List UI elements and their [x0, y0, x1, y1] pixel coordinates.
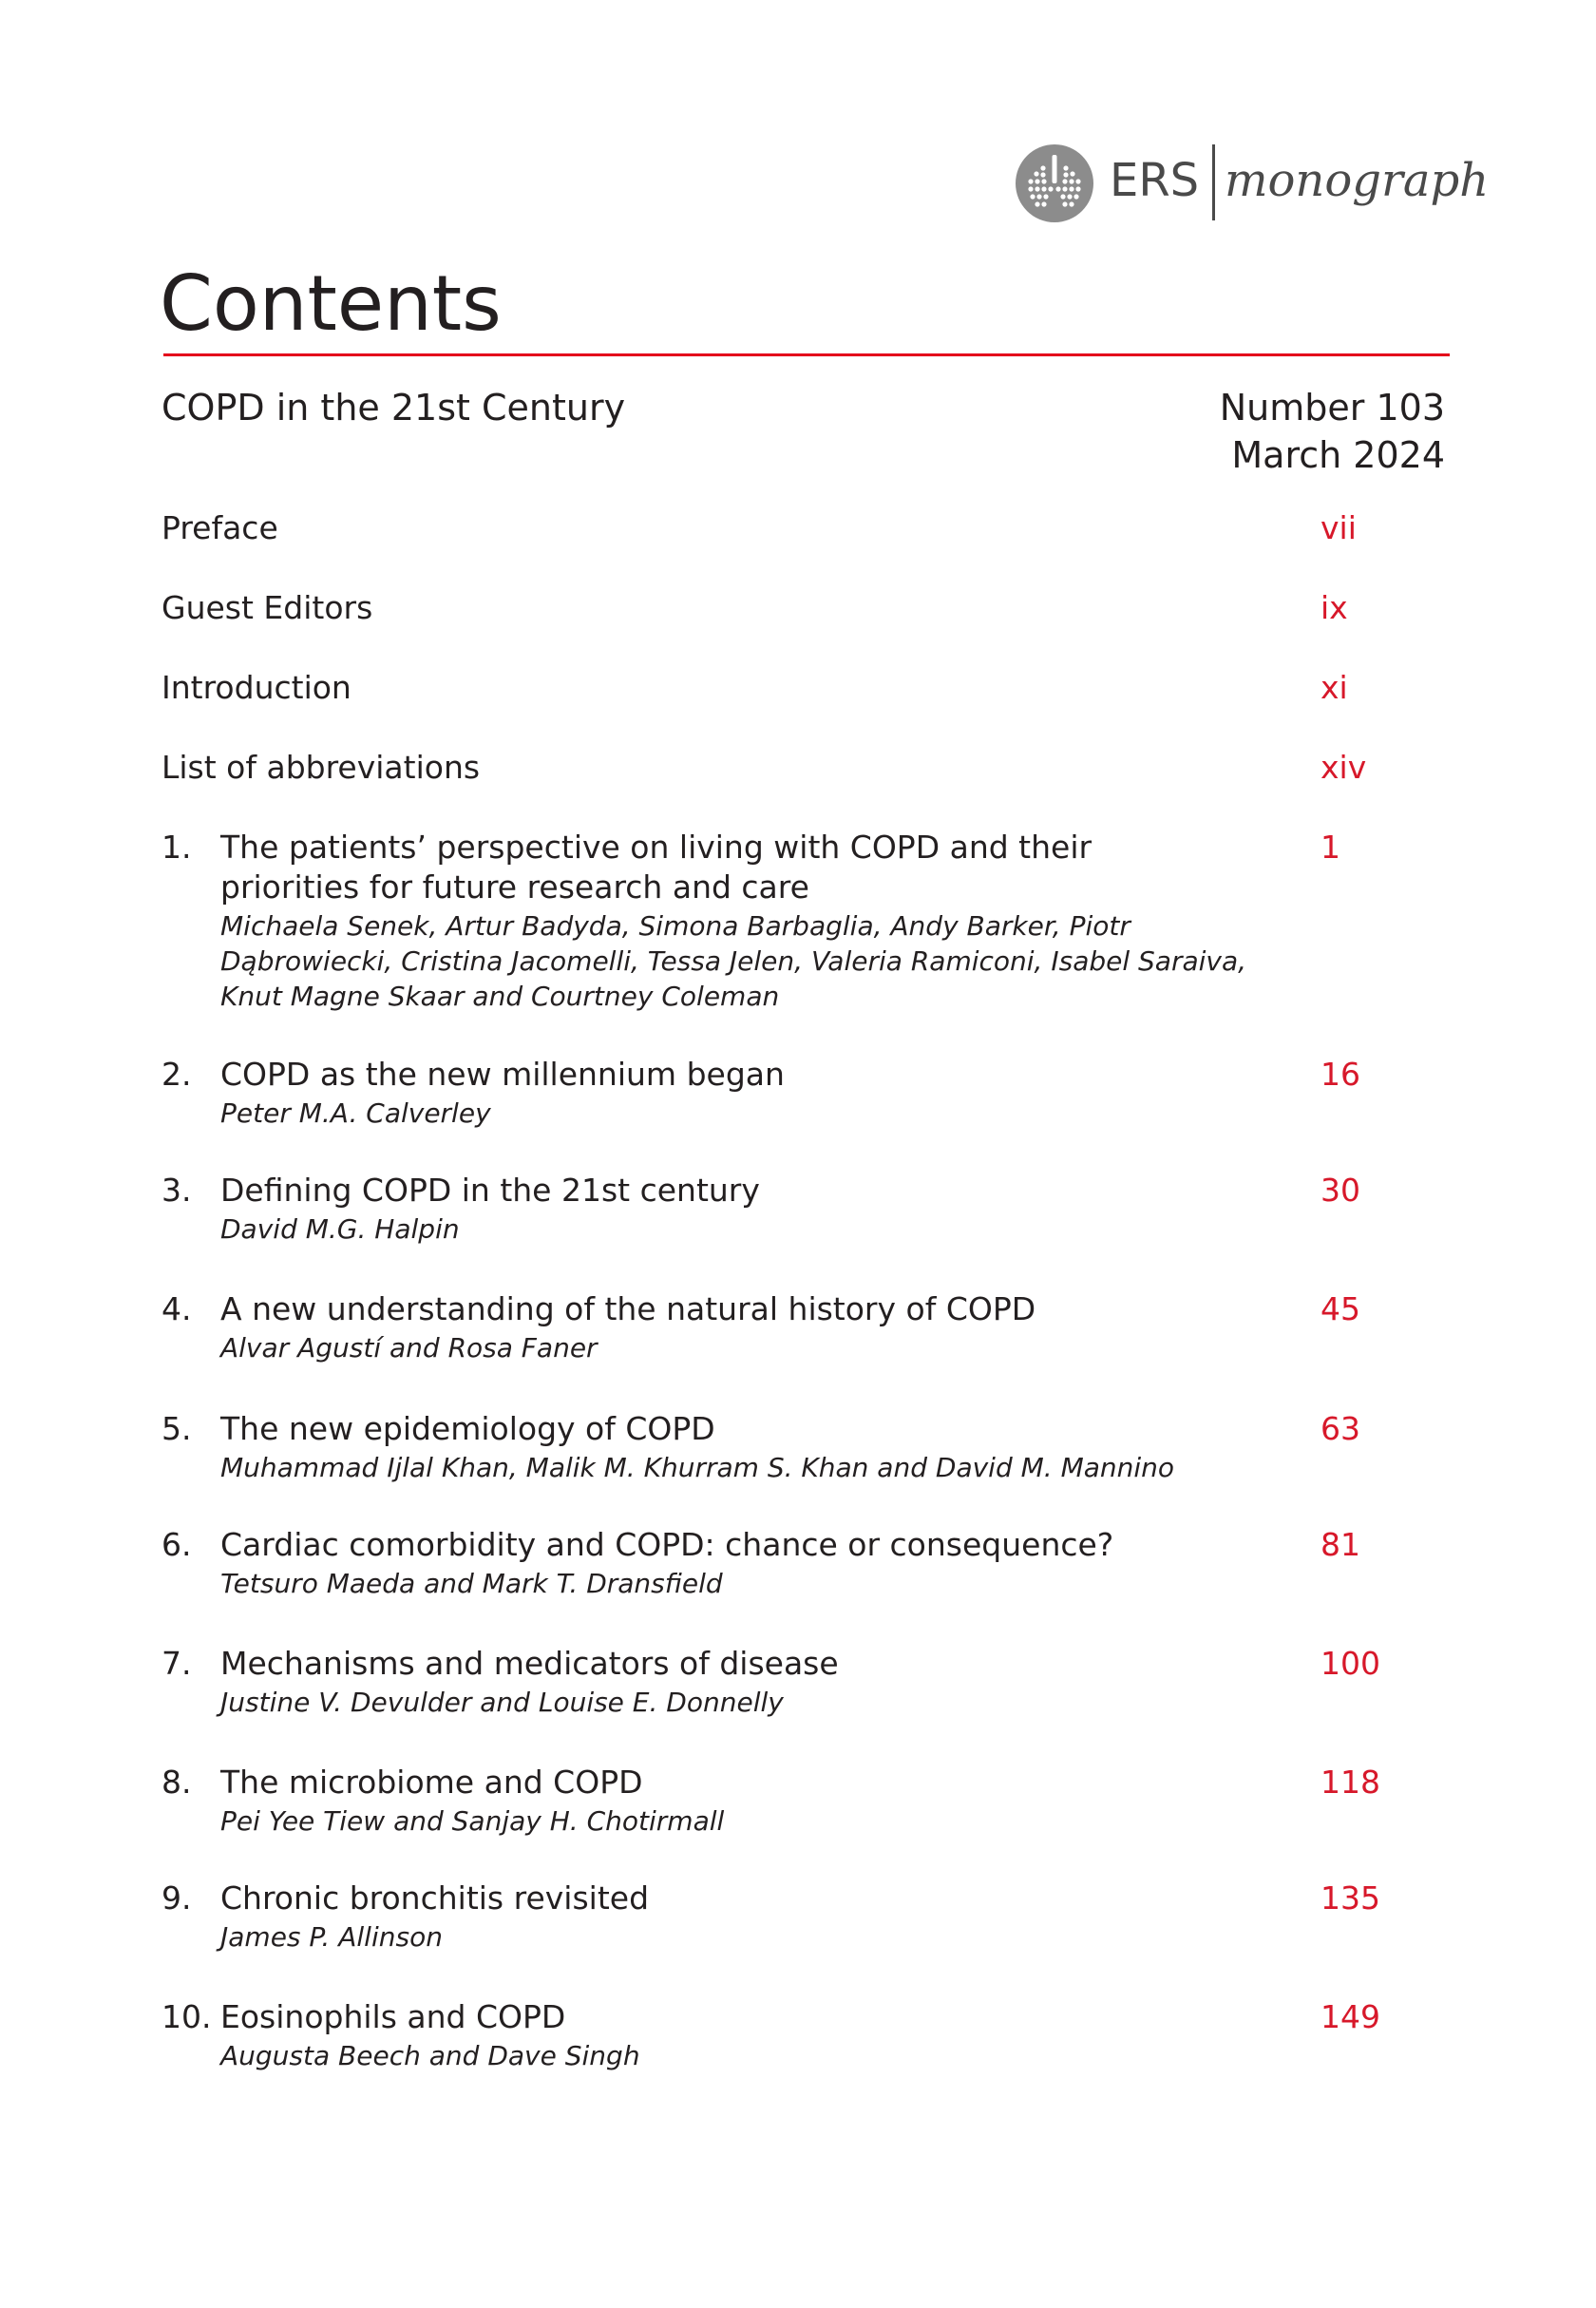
chapter-title: Chronic bronchitis revisited	[220, 1879, 650, 1917]
chapter-number: 9.	[162, 1879, 192, 1917]
chapter-title: Mechanisms and medicators of disease	[220, 1645, 839, 1682]
entry-page-number[interactable]: 118	[1320, 1764, 1380, 1801]
entry-page-number[interactable]: 63	[1320, 1410, 1360, 1447]
entry-page-number[interactable]: vii	[1320, 509, 1357, 546]
chapter-title: Defining COPD in the 21st century	[220, 1172, 760, 1209]
chapter-authors: Justine V. Devulder and Louise E. Donnelly	[220, 1687, 784, 1718]
entry-title: Introduction	[162, 669, 352, 706]
entry-title: Guest Editors	[162, 589, 373, 626]
logo-ers-text: ERS	[1110, 154, 1200, 207]
entry-page-number[interactable]: ix	[1320, 589, 1348, 626]
chapter-title: Eosinophils and COPD	[220, 1998, 566, 2035]
entry-page-number[interactable]: 16	[1320, 1056, 1360, 1093]
chapter-title: The new epidemiology of COPD	[220, 1410, 715, 1447]
entry-page-number[interactable]: 30	[1320, 1172, 1360, 1209]
series-title: COPD in the 21st Century	[162, 387, 626, 429]
chapter-title: Cardiac comorbidity and COPD: chance or consequence?	[220, 1526, 1114, 1563]
entry-page-number[interactable]: 100	[1320, 1645, 1380, 1682]
entry-page-number[interactable]: xiv	[1320, 749, 1367, 786]
entry-page-number[interactable]: 135	[1320, 1879, 1380, 1917]
logo-monograph-text: monograph	[1225, 154, 1490, 207]
entry-page-number[interactable]: 81	[1320, 1526, 1360, 1563]
chapter-number: 3.	[162, 1172, 192, 1209]
chapter-authors: Michaela Senek, Artur Badyda, Simona Barbaglia, Andy Barker, Piotr Dąbrowiecki, Cristina Jacomelli, Tessa Jelen, Valeria Ramiconi, Isabel Saraiva, Knut Magne Skaar and Courtney Coleman	[220, 910, 1247, 1012]
chapter-title: A new understanding of the natural history of COPD	[220, 1290, 1036, 1327]
chapter-authors: Pei Yee Tiew and Sanjay H. Chotirmall	[220, 1805, 725, 1837]
chapter-number: 2.	[162, 1056, 192, 1093]
chapter-title: The patients’ perspective on living with COPD and their priorities for future research and care	[220, 829, 1092, 906]
chapter-authors: Tetsuro Maeda and Mark T. Dransfield	[220, 1568, 723, 1599]
issue-number: Number 103	[1219, 387, 1445, 429]
entry-page-number[interactable]: 1	[1320, 829, 1340, 866]
chapter-authors: David M.G. Halpin	[220, 1213, 460, 1245]
chapter-number: 5.	[162, 1410, 192, 1447]
page-title: Contents	[160, 259, 502, 348]
chapter-number: 4.	[162, 1290, 192, 1327]
entry-page-number[interactable]: xi	[1320, 669, 1348, 706]
entry-title: List of abbreviations	[162, 749, 481, 786]
chapter-authors: Peter M.A. Calverley	[220, 1097, 491, 1129]
entry-page-number[interactable]: 149	[1320, 1998, 1380, 2035]
chapter-authors: Muhammad Ijlal Khan, Malik M. Khurram S. Khan and David M. Mannino	[220, 1452, 1175, 1483]
chapter-authors: James P. Allinson	[220, 1921, 443, 1953]
issue-date: March 2024	[1231, 434, 1445, 476]
chapter-title: The microbiome and COPD	[220, 1764, 643, 1801]
chapter-number: 7.	[162, 1645, 192, 1682]
chapter-title: COPD as the new millennium began	[220, 1056, 785, 1093]
chapter-number: 8.	[162, 1764, 192, 1801]
chapter-number: 6.	[162, 1526, 192, 1563]
entry-page-number[interactable]: 45	[1320, 1290, 1360, 1327]
chapter-authors: Alvar Agustí and Rosa Faner	[220, 1332, 598, 1364]
chapter-authors: Augusta Beech and Dave Singh	[220, 2040, 640, 2071]
chapter-number: 1.	[162, 829, 192, 866]
entry-title: Preface	[162, 509, 278, 546]
chapter-number: 10.	[162, 1998, 212, 2035]
